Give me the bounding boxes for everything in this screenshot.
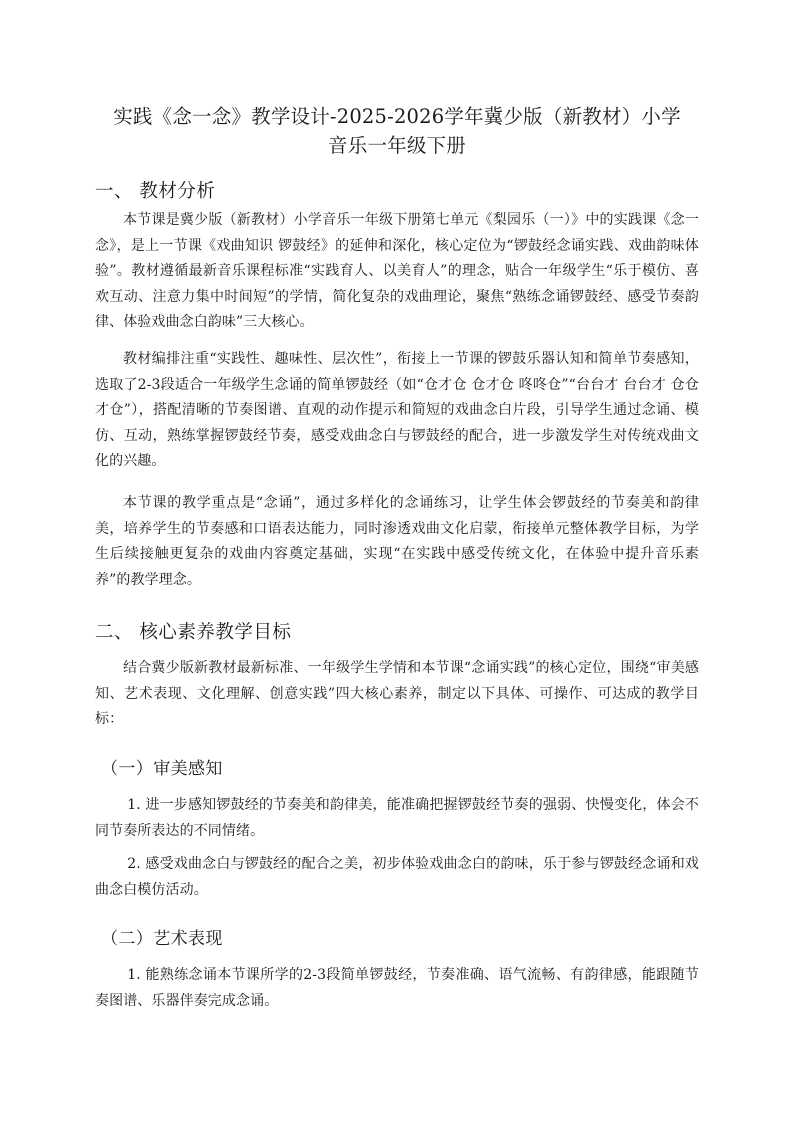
list-item-aesthetic-2: 2. 感受戏曲念白与锣鼓经的配合之美，初步体验戏曲念白的韵味，乐于参与锣鼓经念诵和戏曲念白模仿活动。: [95, 856, 699, 898]
list-item-aesthetic-1: 1. 进一步感知锣鼓经的节奏美和韵律美，能准确把握锣鼓经节奏的强弱、快慢变化，体会不同节奏所表达的不同情绪。: [95, 797, 699, 839]
paragraph-textbook-analysis-2: 教材编排注重“实践性、趣味性、层次性”，衔接上一节课的锣鼓乐器认知和简单节奏感知，选取了2-3段适合一年级学生念诵的简单锣鼓经（如“仓才仓 仓才仓 咚咚仓”“台台才 台台才 仓仓才仓”），搭配清晰的节奏图谱、直观的动作提示和简短的戏曲念白片段，引导学生通过念诵、模仿、互动，熟练掌握锣鼓经节奏，感受戏曲念白与锣鼓经的配合，进一步激发学生对传统戏曲文化的兴趣。: [95, 351, 699, 469]
paragraph-textbook-analysis-1: 本节课是冀少版（新教材）小学音乐一年级下册第七单元《梨园乐（一）》中的实践课《念一念》，是上一节课《戏曲知识 锣鼓经》的延伸和深化，核心定位为“锣鼓经念诵实践、戏曲韵味体验”。教材遵循最新音乐课程标准“实践育人、以美育人”的理念，贴合一年级学生“乐于模仿、喜欢互动、注意力集中时间短”的学情，简化复杂的戏曲理论，聚焦“熟练念诵锣鼓经、感受节奏韵律、体验戏曲念白韵味”三大核心。: [95, 212, 699, 330]
paragraph-objectives-intro: 结合冀少版新教材最新标准、一年级学生学情和本节课“念诵实践”的核心定位，围绕“审美感知、艺术表现、文化理解、创意实践”四大核心素养，制定以下具体、可操作、可达成的教学目标：: [95, 660, 699, 727]
paragraph-textbook-analysis-3: 本节课的教学重点是“念诵”，通过多样化的念诵练习，让学生体会锣鼓经的节奏美和韵律美，培养学生的节奏感和口语表达能力，同时渗透戏曲文化启蒙，衔接单元整体教学目标，为学生后续接触更复杂的戏曲内容奠定基础，实现“在实践中感受传统文化，在体验中提升音乐素养”的教学理念。: [95, 495, 699, 588]
subheading-artistic-expression: （二）艺术表现: [101, 929, 223, 949]
document-title: [80, 102, 714, 160]
title-line-2: 音乐一年级下册: [328, 134, 466, 157]
list-item-artistic-1: 1. 能熟练念诵本节课所学的2-3段简单锣鼓经，节奏准确、语气流畅、有韵律感，能跟随节奏图谱、乐器伴奏完成念诵。: [95, 967, 699, 1009]
title-line-1: 实践《念一念》教学设计-2025-2026学年冀少版（新教材）小学: [113, 105, 681, 128]
subheading-aesthetic-perception: （一）审美感知: [101, 759, 223, 779]
section-heading-textbook-analysis: 一、 教材分析: [95, 181, 216, 202]
section-heading-core-objectives: 二、 核心素养教学目标: [95, 622, 292, 643]
